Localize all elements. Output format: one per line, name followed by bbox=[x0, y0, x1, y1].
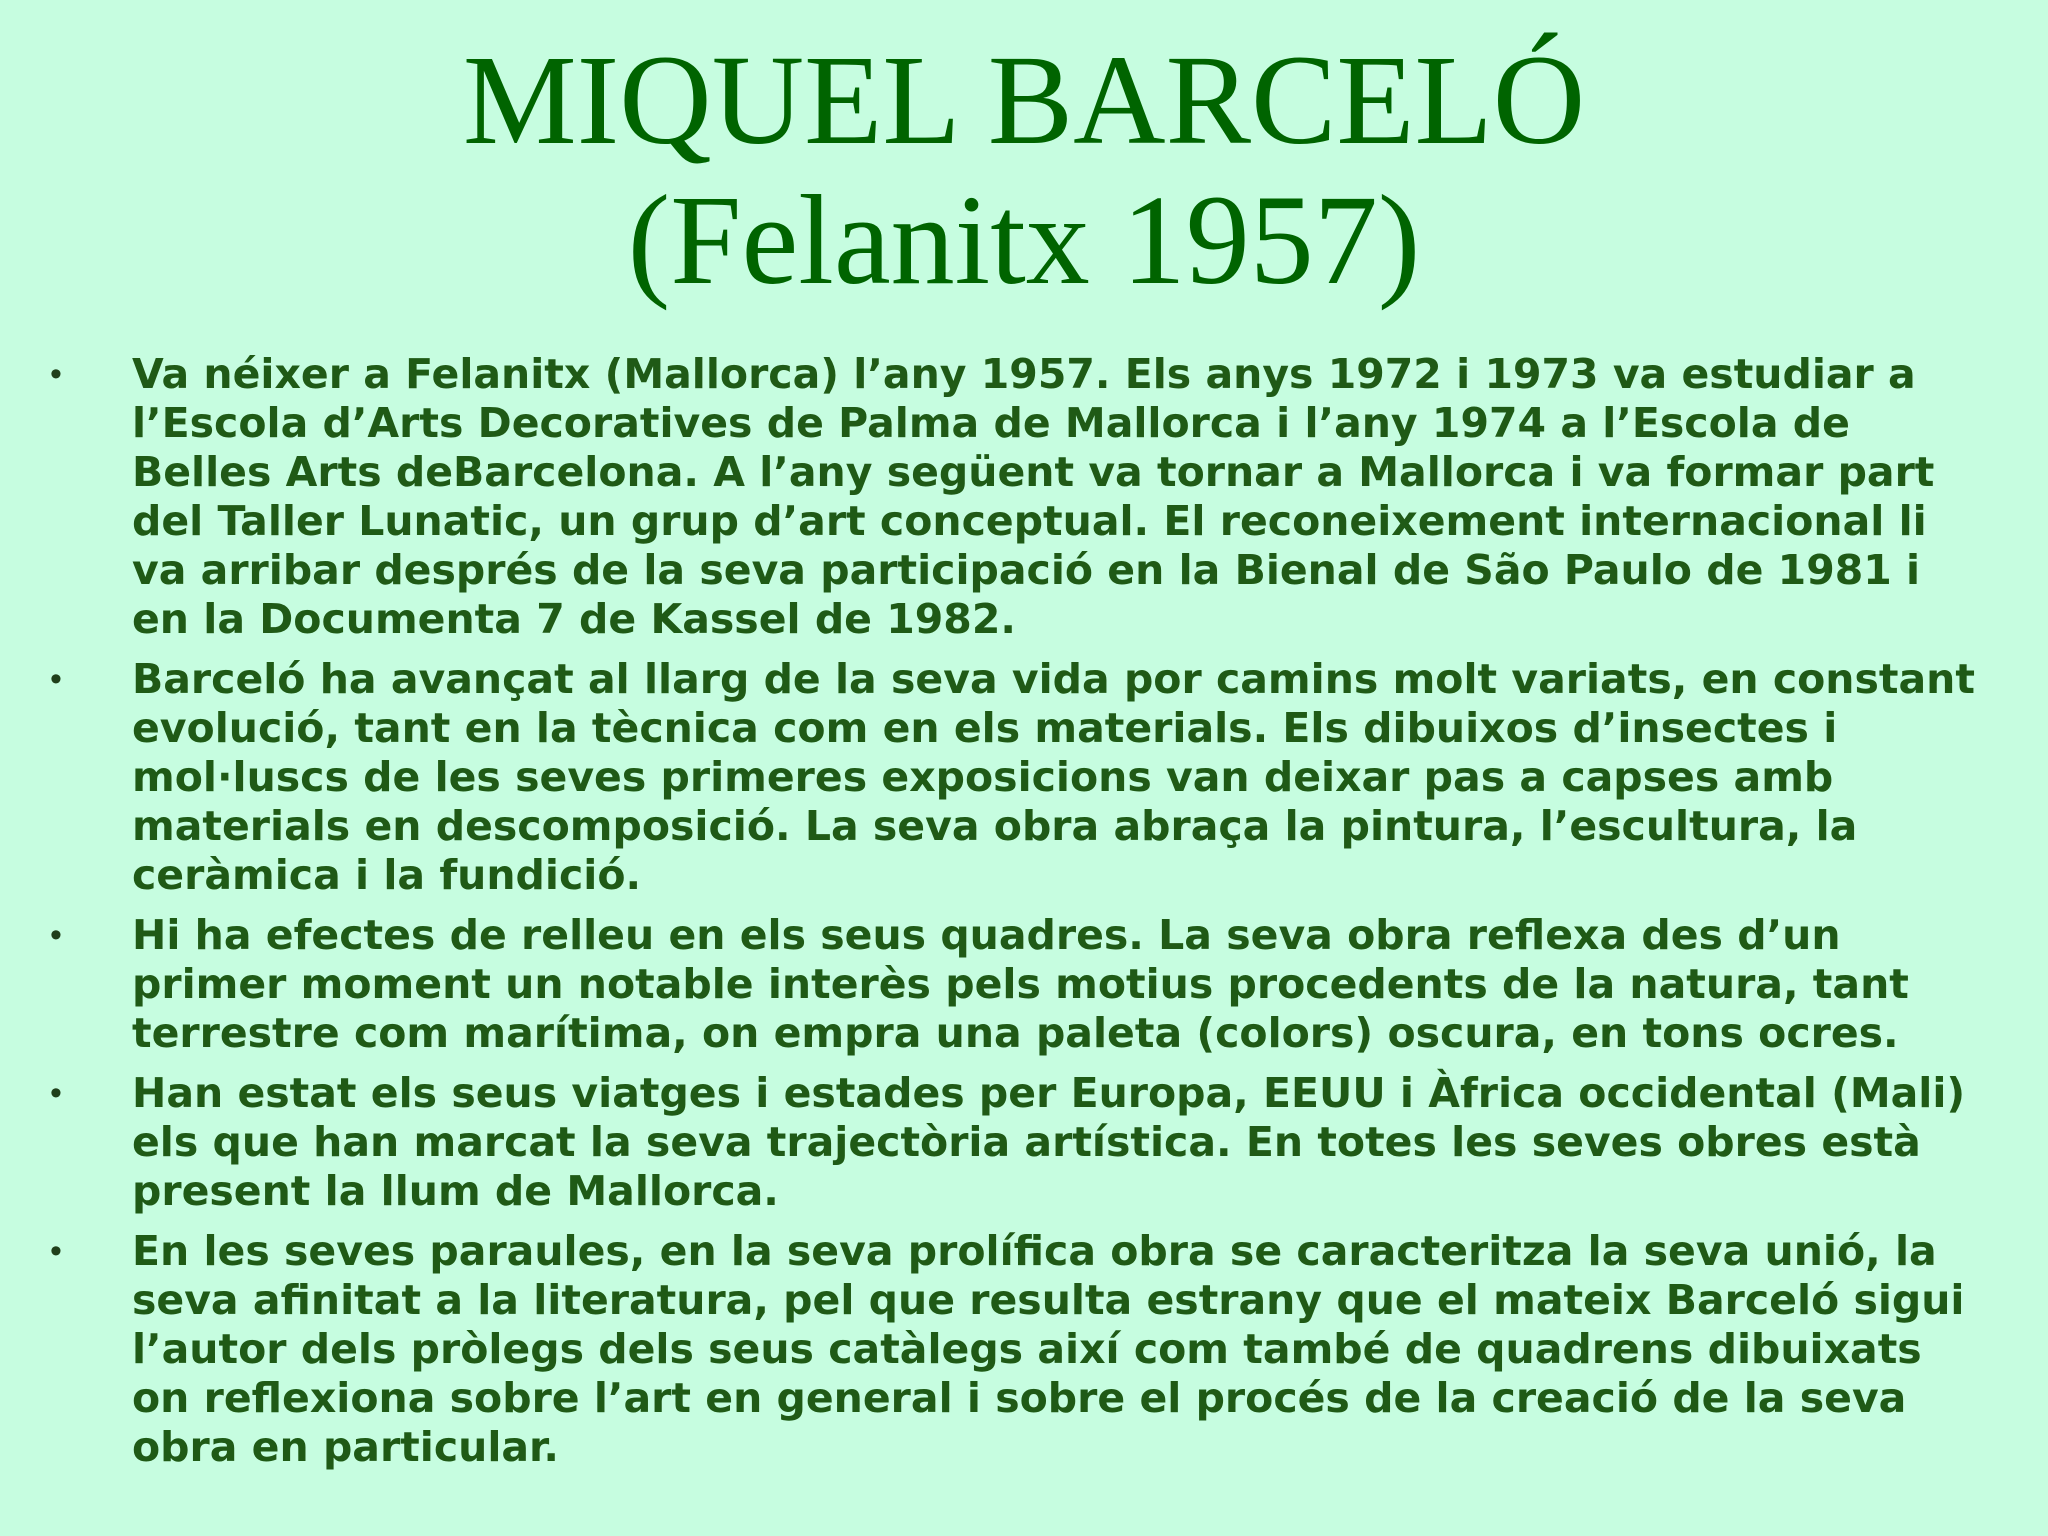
bullet-list bbox=[50, 350, 1980, 1483]
bullet-item bbox=[50, 1069, 1980, 1216]
bullet-icon: • bbox=[50, 916, 62, 954]
title-line-name: MIQUEL BARCELÓ bbox=[462, 29, 1586, 171]
bullet-icon: • bbox=[50, 660, 62, 698]
bullet-item bbox=[50, 350, 1980, 644]
bullet-icon: • bbox=[50, 1074, 62, 1112]
bullet-item bbox=[50, 1227, 1980, 1472]
bullet-text: Va néixer a Felanitx (Mallorca) l’any 1957. Els anys 1972 i 1973 va estudiar a l’Escola d’Arts Decoratives de Palma de Mallorca i l’any 1974 a l’Escola de Belles Arts deBarcelona. A l’any següent va tornar a Mallorca i va formar part del Taller Lunatic, un grup d’art conceptual. El reconeixement internacional li va arribar després de la seva participació en la Bienal de São Paulo de 1981 i en la Documenta 7 de Kassel de 1982. bbox=[132, 350, 1935, 643]
bullet-text: Han estat els seus viatges i estades per Europa, EEUU i Àfrica occidental (Mali) els que han marcat la seva trajectòria artística. En totes les seves obres està present la llum de Mallorca. bbox=[132, 1069, 1966, 1215]
slide-title bbox=[0, 30, 2048, 310]
bullet-icon: • bbox=[50, 355, 62, 393]
bullet-item bbox=[50, 911, 1980, 1058]
bullet-text: Hi ha efectes de relleu en els seus quadres. La seva obra reflexa des d’un primer moment un notable interès pels motius procedents de la natura, tant terrestre com marítima, on empra una paleta (colors) oscura, en tons ocres. bbox=[132, 911, 1909, 1057]
bullet-text: Barceló ha avançat al llarg de la seva vida por camins molt variats, en constant evolució, tant en la tècnica com en els materials. Els dibuixos d’insectes i mol·luscs de les seves primeres exposicions van deixar pas a capses amb materials en descomposició. La seva obra abraça la pintura, l’escultura, la ceràmica i la fundició. bbox=[132, 655, 1975, 899]
title-line-birthplace: (Felanitx 1957) bbox=[627, 169, 1421, 311]
bullet-text: En les seves paraules, en la seva prolífica obra se caracteritza la seva unió, la seva afinitat a la literatura, pel que resulta estrany que el mateix Barceló sigui l’autor dels pròlegs dels seus catàlegs així com també de quadrens dibuixats on reflexiona sobre l’art en general i sobre el procés de la creació de la seva obra en particular. bbox=[132, 1227, 1965, 1471]
bullet-item bbox=[50, 655, 1980, 900]
bullet-icon: • bbox=[50, 1232, 62, 1270]
